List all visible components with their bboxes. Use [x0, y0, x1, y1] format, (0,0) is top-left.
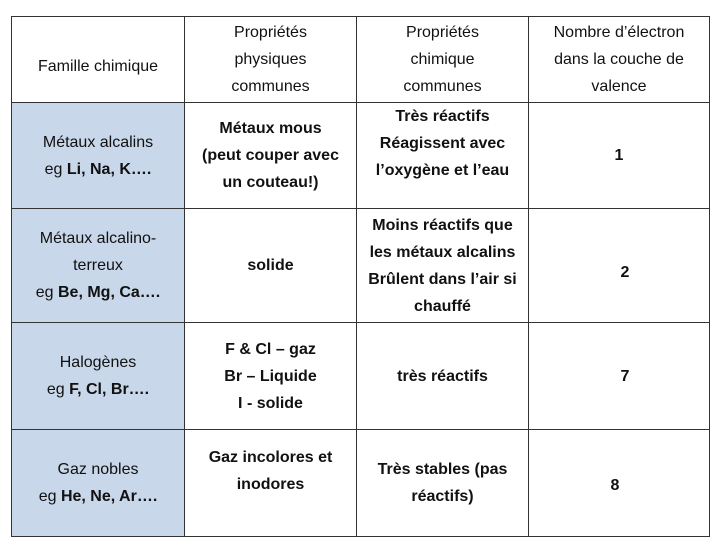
family-example	[16, 156, 180, 183]
eg-prefix: eg	[38, 488, 61, 505]
physical-cell	[185, 103, 357, 209]
header-chemical-line: Propriétés	[406, 24, 479, 41]
family-name: Métaux alcalino-	[39, 230, 157, 247]
header-valence-line: dans la couche de	[554, 51, 684, 68]
family-name: terreux	[73, 257, 123, 274]
family-example	[16, 279, 180, 306]
physical-line: inodores	[236, 476, 305, 493]
family-example	[16, 376, 180, 403]
chemical-line: les métaux alcalins	[369, 243, 516, 261]
header-physical-line: communes	[231, 78, 310, 95]
chemical-cell	[357, 209, 529, 323]
valence-cell	[529, 430, 710, 537]
table-row	[12, 323, 710, 430]
physical-line: un couteau!)	[222, 174, 319, 191]
valence-value: 1	[614, 147, 624, 164]
physical-line: Br – Liquide	[224, 367, 317, 385]
family-cell	[12, 323, 185, 430]
physical-cell	[185, 209, 357, 323]
physical-line: solide	[247, 257, 294, 274]
chemical-line: Très stables (pas	[377, 461, 508, 478]
eg-prefix: eg	[35, 284, 58, 301]
header-valence-line: Nombre d’électron	[553, 24, 685, 41]
physical-line: Métaux mous	[219, 120, 322, 137]
header-physical	[185, 17, 357, 103]
valence-cell	[529, 323, 710, 430]
header-valence-line: valence	[591, 78, 647, 95]
physical-line: (peut couper avec	[202, 147, 339, 164]
eg-elements: F, Cl, Br….	[69, 381, 150, 398]
header-physical-line: Propriétés	[234, 24, 307, 41]
chemical-line: chauffé	[414, 297, 471, 315]
header-family-text: Famille chimique	[37, 58, 159, 75]
family-cell	[12, 430, 185, 537]
chemical-line: Réagissent avec	[379, 135, 506, 152]
valence-value: 8	[610, 476, 620, 494]
physical-cell	[185, 323, 357, 430]
header-chemical-line: communes	[403, 78, 482, 95]
header-family	[12, 17, 185, 103]
physical-line: I - solide	[238, 394, 303, 412]
physical-cell	[185, 430, 357, 537]
chemical-line: très réactifs	[397, 367, 488, 385]
chemical-cell	[357, 323, 529, 430]
properties-table	[11, 16, 710, 537]
family-name: Métaux alcalins	[42, 133, 154, 151]
family-name: Halogènes	[59, 354, 137, 371]
chemical-line: Moins réactifs que	[372, 216, 513, 234]
physical-line: F & Cl – gaz	[225, 340, 316, 358]
eg-elements: Be, Mg, Ca….	[58, 284, 161, 301]
eg-elements: He, Ne, Ar….	[60, 488, 158, 505]
table-row	[12, 209, 710, 323]
eg-prefix: eg	[44, 160, 67, 178]
header-chemical-line: chimique	[410, 51, 475, 68]
header-row	[12, 17, 710, 103]
family-cell	[12, 209, 185, 323]
chemical-cell	[357, 103, 529, 209]
eg-elements: Li, Na, K….	[66, 160, 152, 178]
family-cell	[12, 103, 185, 209]
valence-value: 7	[620, 367, 630, 385]
chemical-line: Très réactifs	[395, 108, 490, 125]
family-name: Gaz nobles	[57, 461, 139, 478]
chemical-cell	[357, 430, 529, 537]
table-row	[12, 430, 710, 537]
valence-cell	[529, 209, 710, 323]
header-physical-line: physiques	[234, 51, 307, 68]
table-row	[12, 103, 710, 209]
chemical-line: Brûlent dans l’air si	[368, 270, 517, 288]
header-valence	[529, 17, 710, 103]
physical-line: Gaz incolores et	[208, 449, 333, 466]
valence-cell	[529, 103, 710, 209]
eg-prefix: eg	[46, 381, 70, 398]
header-chemical	[357, 17, 529, 103]
valence-value: 2	[620, 264, 630, 281]
chemical-line: réactifs)	[411, 488, 474, 505]
family-example	[16, 483, 180, 510]
chemical-line: l’oxygène et l’eau	[375, 162, 510, 179]
